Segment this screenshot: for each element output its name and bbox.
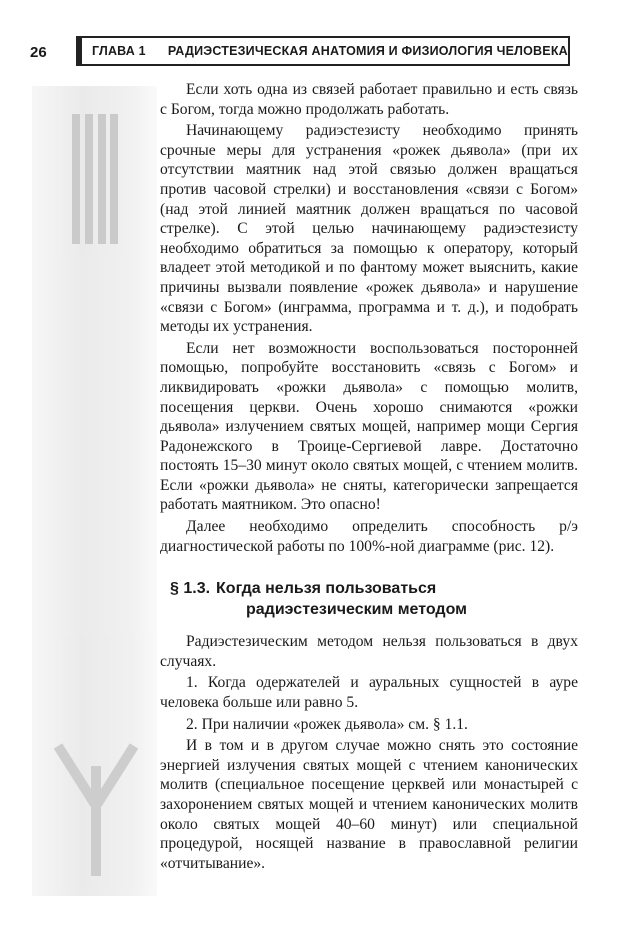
section-number: § 1.3.: [170, 580, 211, 598]
paragraph: Начинающему радиэстезисту необходимо принять срочные меры для устранения «рожек дьявола» (при их отсутствии маятник над этой связью должен вращаться против часовой стрелки) и восстановления «связи с Богом» (над этой линией маятник должен вращаться по часовой стрелке). С этой целью начинающему радиэстезисту необходимо обратиться за помощью к оператору, который владеет этой методикой и по фантому может выяснить, какие причины вызвали появление «рожек дьявола» и нарушение «связи с Богом» (инграмма, программа и т. д.), и подобрать методы их устранения.: [160, 122, 578, 336]
page-number: 26: [30, 44, 47, 61]
section-heading: [160, 578, 578, 620]
paragraph: И в том и в другом случае можно снять это состояние энергией излучения святых мощей с чтением канонических молитв (специальное посещение церквей или монастырей с захоронением святых мощей и чтением канонических молитв около святых мощей 40–60 минут) или специальной процедурой, носящей название в православной религии «отчитывание».: [160, 737, 578, 872]
paragraph: Если нет возможности воспользоваться посторонней помощью, попробуйте восстановить «связь с Богом» и ликвидировать «рожки дьявола» с помощью молитв, посещения церкви. Очень хорошо снимаются «рожки дьявола» излучением святых мощей, например мощи Сергия Радонежского в Троице-Сергиевой лавре. Достаточно постоять 15–30 минут около святых мощей, с чтением молитв. Если «рожки дьявола» не сняты, категорически запрещается работать маятником. Это опасно!: [160, 339, 578, 514]
running-header: [76, 36, 570, 66]
bars-icon: [72, 114, 118, 244]
chapter-title: РАДИЭСТЕЗИЧЕСКАЯ АНАТОМИЯ И ФИЗИОЛОГИЯ ЧЕЛОВЕКА: [167, 44, 568, 58]
rune-icon: [50, 726, 142, 876]
paragraph: Далее необходимо определить способность р/э диагностической работы по 100%-ной диаграмме (рис. 12).: [160, 518, 578, 555]
section-title-line1: Когда нельзя пользоваться: [216, 580, 437, 598]
list-item: 1. Когда одержателей и ауральных сущностей в ауре человека больше или равно 5.: [160, 674, 578, 712]
list-item: 2. При наличии «рожек дьявола» см. § 1.1.: [186, 715, 468, 733]
section-title-line2: радиэстезическим методом: [246, 601, 467, 619]
paragraph: Радиэстезическим методом нельзя пользоваться в двух случаях.: [160, 633, 578, 670]
page-body: [160, 80, 578, 875]
chapter-label: ГЛАВА 1: [92, 44, 146, 58]
side-decoration: [32, 86, 157, 896]
paragraph: Если хоть одна из связей работает правильно и есть связь с Богом, тогда можно продолжать работать.: [160, 81, 578, 118]
